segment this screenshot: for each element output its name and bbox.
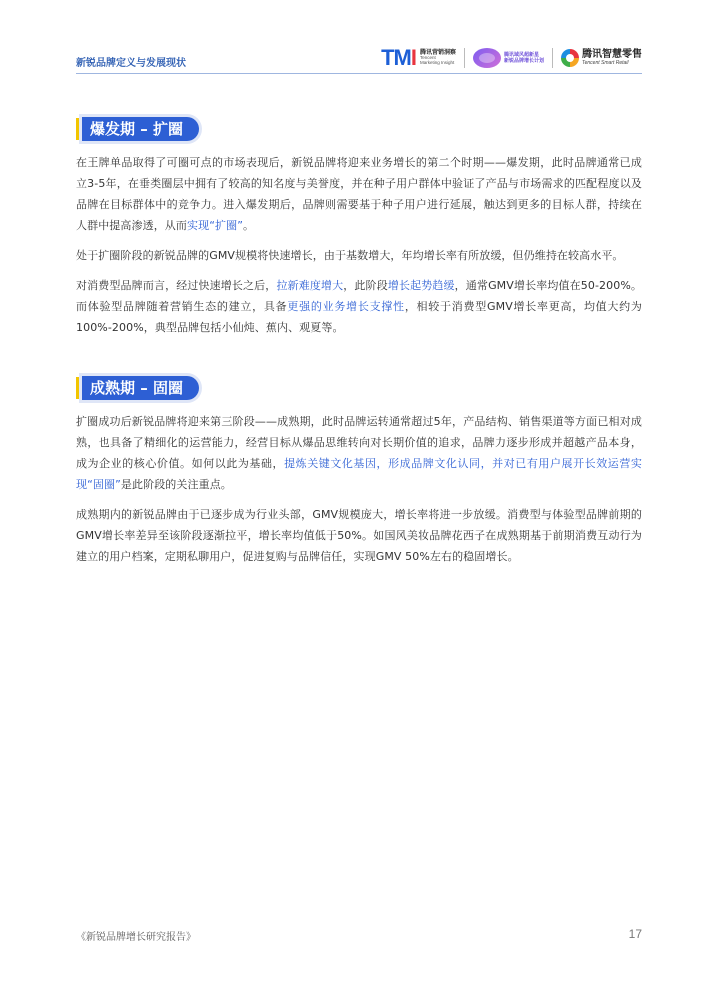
growth-plan-badge-icon [473,48,501,68]
tmi-logo [381,47,456,69]
header-logos [381,44,642,72]
highlight-text: 拉新难度增大 [276,279,344,292]
tmi-logo-en2: Marketing Insight [419,60,455,66]
paragraph: 对消费型品牌而言，经过快速增长之后，拉新难度增大，此阶段增长起势趋缓，通常GMV增长率均值在50-200%。而体验型品牌随着营销生态的建立，具备更强的业务增长支撑性，相较于消费型GMV增长率更高，均值大约为100%-200%，典型品牌包括小仙炖、蕉内、观夏等。 [76,279,643,334]
smart-retail-en: Tencent Smart Retail [582,59,629,66]
section-tag-burst [76,110,642,146]
tmi-logo-mark: TMI [381,45,416,70]
paragraph: 处于扩圈阶段的新锐品牌的GMV规模将快速增长，由于基数增大，年均增长率有所放缓，但仍维持在较高水平。 [76,249,624,262]
page-header [0,0,718,78]
smart-retail-circle-icon [561,49,579,67]
highlight-text: 实现“扩圈” [187,219,243,232]
section-heading: 爆发期 – 扩圈 [82,117,199,141]
main-content [76,110,642,576]
smart-retail-logo [561,49,642,67]
footer-report-title: 《新锐品牌增长研究报告》 [76,932,196,943]
paragraph: 在王牌单品取得了可圈可点的市场表现后，新锐品牌将迎来业务增长的第二个时期——爆发期，此时品牌通常已成立3-5年，在垂类圈层中拥有了较高的知名度与美誉度，并在种子用户群体中验证了产品与市场需求的匹配程度以及品牌在目标群体中的竞争力。进入爆发期后，品牌则需要基于种子用户进行延展，触达到更多的目标人群，持续在人群中提高渗透，从而实现“扩圈”。 [76,156,642,232]
growth-plan-logo [473,48,544,68]
smart-retail-cn: 腾讯智慧零售 [582,49,642,61]
highlight-text: 提炼关键文化基因，形成品牌文化认同，并对已有用户展开长效运营实现“固圈” [76,457,642,491]
page-number: 17 [628,927,642,941]
section-tag-mature [76,369,642,405]
tmi-logo-cn: 腾讯营销洞察 [419,48,456,56]
growth-plan-line2: 新锐品牌增长计划 [503,58,544,64]
section-heading: 成熟期 – 固圈 [82,376,199,400]
logo-divider [464,48,465,68]
highlight-text: 更强的业务增长支撑性 [287,300,405,313]
logo-divider [552,48,553,68]
paragraph: 扩圈成功后新锐品牌将迎来第三阶段——成熟期，此时品牌运转通常超过5年，产品结构、销售渠道等方面已相对成熟，也具备了精细化的运营能力，经营目标从爆品思维转向对长期价值的追求，品牌力逐步形成并超越产品本身，成为企业的核心价值。如何以此为基础，提炼关键文化基因，形成品牌文化认同，并对已有用户展开长效运营实现“固圈”是此阶段的关注重点。 [76,415,642,491]
tmi-logo-en1: Tencent [419,55,436,61]
paragraph: 成熟期内的新锐品牌由于已逐步成为行业头部，GMV规模庞大，增长率将进一步放缓。消费型与体验型品牌前期的GMV增长率差异至该阶段逐渐拉平，增长率均值低于50%。如国风美妆品牌花西子在成熟期基于前期消费互动行为建立的用户档案，定期私聊用户，促进复购与品牌信任，实现GMV 50%左右的稳固增长。 [76,508,642,563]
highlight-text: 增长起势趋缓 [387,279,455,292]
growth-plan-line1: 腾讯域风超新星 [503,51,539,58]
header-section-title: 新锐品牌定义与发展现状 [76,58,186,69]
header-divider [76,73,642,74]
